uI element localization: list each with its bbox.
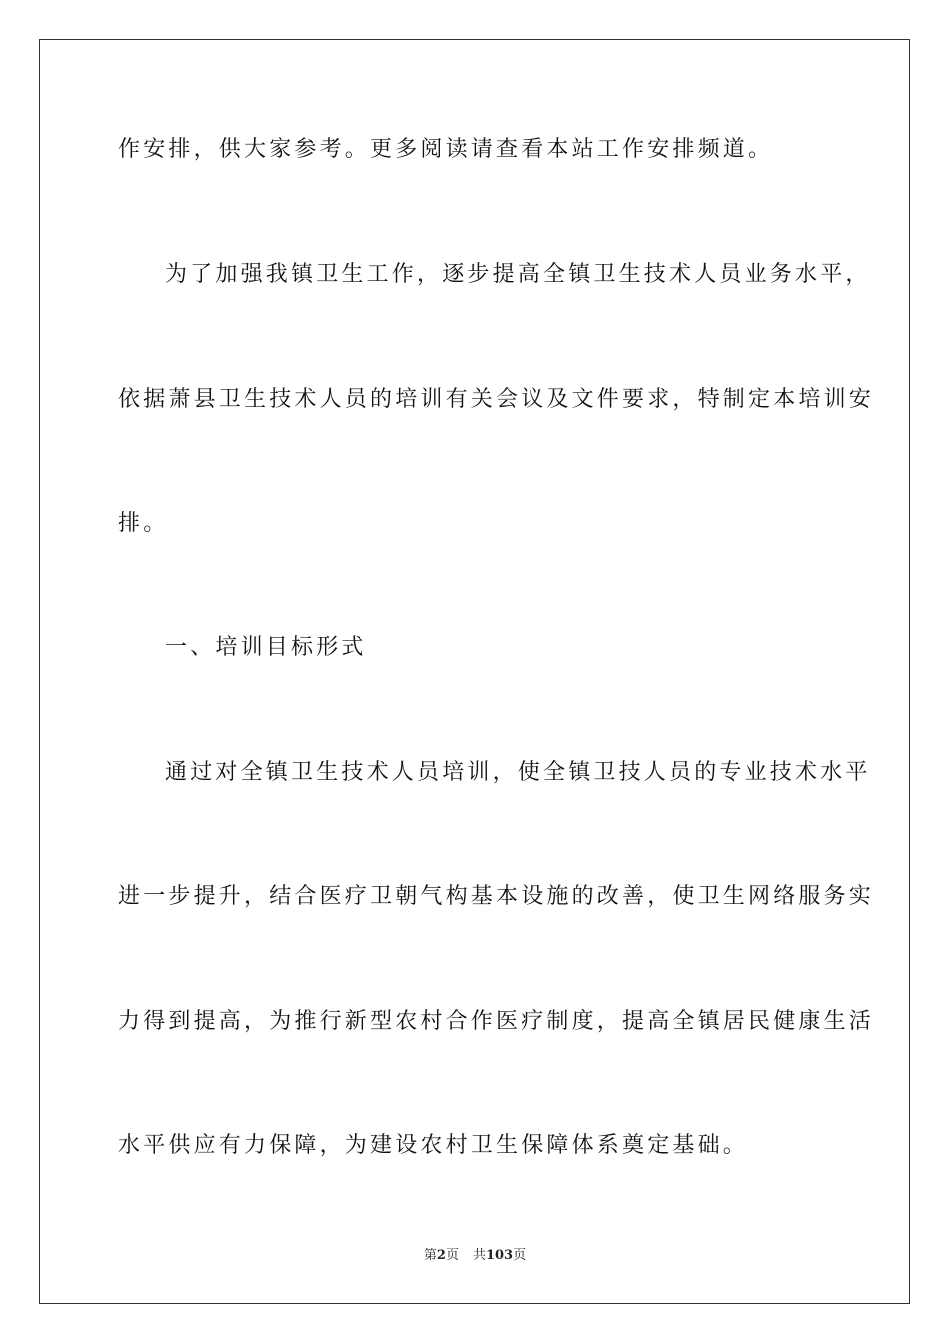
page-prefix: 第: [423, 1248, 437, 1263]
body-line-7: 进一步提升，结合医疗卫朝气构基本设施的改善，使卫生网络服务实: [118, 884, 875, 909]
page-current: 2: [436, 1248, 446, 1263]
page-border: [39, 39, 910, 1304]
total-suffix: 页: [513, 1248, 527, 1263]
body-line-6: 通过对全镇卫生技术人员培训，使全镇卫技人员的专业技术水平: [165, 760, 871, 785]
body-line-2: 为了加强我镇卫生工作，逐步提高全镇卫生技术人员业务水平，: [165, 262, 871, 287]
page-suffix: 页: [445, 1248, 459, 1263]
section-heading: 一、培训目标形式: [165, 635, 367, 660]
body-line-3: 依据萧县卫生技术人员的培训有关会议及文件要求，特制定本培训安: [118, 387, 875, 412]
body-line-9: 水平供应有力保障，为建设农村卫生保障体系奠定基础。: [118, 1133, 749, 1158]
page-footer: [0, 1247, 950, 1265]
body-line-1: 作安排，供大家参考。更多阅读请查看本站工作安排频道。: [118, 137, 774, 162]
body-line-8: 力得到提高，为推行新型农村合作医疗制度，提高全镇居民健康生活: [118, 1009, 875, 1034]
total-prefix: 共: [472, 1248, 486, 1263]
page-total: 103: [485, 1248, 514, 1263]
body-line-4: 排。: [118, 511, 169, 536]
